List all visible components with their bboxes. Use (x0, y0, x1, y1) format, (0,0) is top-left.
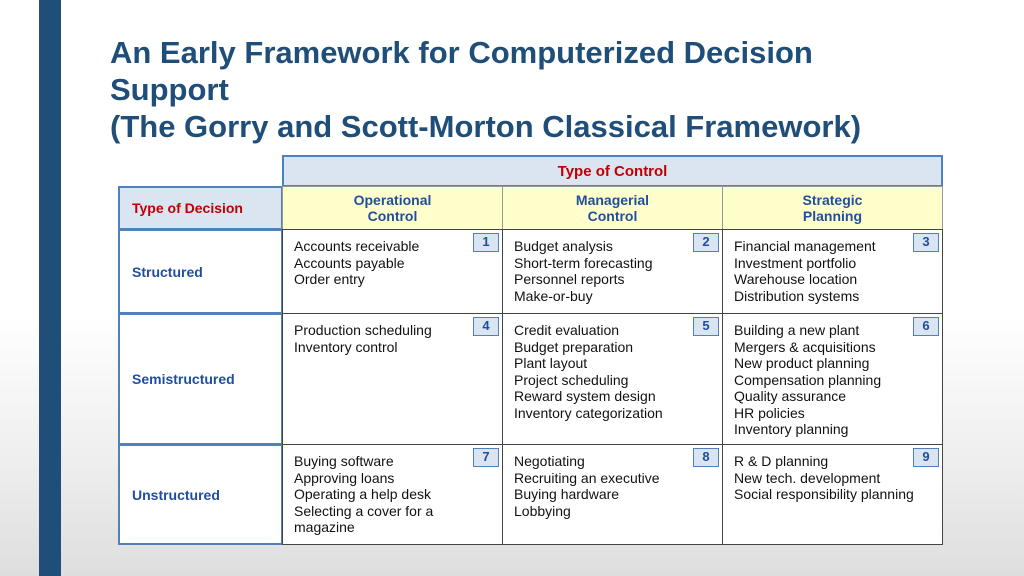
cell-item-list (734, 238, 932, 304)
accent-bar (39, 0, 61, 576)
cell-item: Building a new plant (734, 322, 860, 338)
cell-item: Compensation planning (734, 371, 882, 388)
cell-item: Inventory planning (734, 421, 849, 437)
cell-item: HR policies (734, 404, 805, 421)
cell-item: New tech. development (734, 469, 881, 486)
title-line-1: An Early Framework for Computerized Decision (110, 35, 813, 70)
column-header-operational-control (282, 186, 503, 230)
cell-item: Financial management (734, 238, 876, 254)
cell-item: Accounts receivable (294, 238, 420, 254)
cell-item: Recruiting an executive (514, 469, 660, 486)
cell-item: Operating a help desk (294, 486, 431, 502)
cell-item: Inventory control (294, 338, 398, 355)
cell-item: Negotiating (514, 453, 585, 469)
cell-item: Approving loans (294, 469, 395, 486)
slide-title (110, 34, 990, 145)
row-header-semistructured: Semistructured (118, 313, 283, 445)
cell-item: New product planning (734, 355, 870, 371)
cell-item: Order entry (294, 271, 365, 287)
title-line-3: (The Gorry and Scott-Morton Classical Framework) (110, 109, 862, 144)
title-line-2: Support (110, 72, 229, 107)
cell-item: Production scheduling (294, 322, 432, 338)
column-header-line: Control (587, 208, 638, 224)
cell-item: Lobbying (514, 502, 571, 519)
cell-number-badge: 3 (913, 233, 939, 252)
framework-cell-6 (722, 313, 943, 445)
row-header-structured: Structured (118, 229, 283, 314)
framework-cell-3 (722, 229, 943, 314)
cell-item: Quality assurance (734, 388, 847, 404)
framework-cell-5 (502, 313, 723, 445)
cell-item: Personnel reports (514, 271, 625, 287)
cell-item: Credit evaluation (514, 322, 620, 338)
cell-item: Accounts payable (294, 254, 405, 271)
cell-item: Inventory categorization (514, 404, 663, 421)
cell-item: Make-or-buy (514, 287, 593, 304)
cell-number-badge: 4 (473, 317, 499, 336)
type-of-decision-header: Type of Decision (118, 186, 283, 230)
row-header-unstructured: Unstructured (118, 444, 283, 545)
cell-item-list (514, 453, 712, 519)
cell-item: Investment portfolio (734, 254, 857, 271)
cell-item: R & D planning (734, 453, 829, 469)
cell-item: Budget preparation (514, 338, 634, 355)
cell-item: Mergers & acquisitions (734, 338, 876, 355)
column-header-strategic-planning (722, 186, 943, 230)
cell-item: Project scheduling (514, 371, 629, 388)
cell-item: Reward system design (514, 388, 656, 404)
cell-item: Plant layout (514, 355, 588, 371)
cell-number-badge: 7 (473, 448, 499, 467)
cell-item: Buying hardware (514, 486, 620, 502)
cell-number-badge: 5 (693, 317, 719, 336)
cell-number-badge: 6 (913, 317, 939, 336)
cell-item-list (734, 322, 932, 438)
column-header-line: Managerial (575, 192, 650, 208)
cell-item-list (734, 453, 932, 503)
cell-number-badge: 8 (693, 448, 719, 467)
cell-item-list (294, 238, 492, 288)
cell-item-list (514, 322, 712, 421)
cell-number-badge: 1 (473, 233, 499, 252)
column-header-line: Strategic (802, 192, 863, 208)
cell-number-badge: 9 (913, 448, 939, 467)
cell-item-list (294, 453, 492, 536)
framework-cell-4 (282, 313, 503, 445)
cell-item: Social responsibility planning (734, 486, 914, 502)
cell-item-list (294, 322, 492, 355)
cell-item: Selecting a cover for a magazine (294, 502, 434, 535)
column-header-managerial-control (502, 186, 723, 230)
cell-item: Short-term forecasting (514, 254, 653, 271)
cell-item: Distribution systems (734, 287, 860, 304)
decision-framework-table (118, 155, 944, 545)
cell-item: Buying software (294, 453, 394, 469)
type-of-control-header: Type of Control (282, 155, 943, 187)
framework-cell-9 (722, 444, 943, 545)
framework-cell-8 (502, 444, 723, 545)
framework-cell-1 (282, 229, 503, 314)
cell-item-list (514, 238, 712, 304)
cell-item: Budget analysis (514, 238, 613, 254)
column-header-line: Control (367, 208, 418, 224)
cell-number-badge: 2 (693, 233, 719, 252)
framework-cell-2 (502, 229, 723, 314)
cell-item: Warehouse location (734, 271, 858, 287)
column-header-line: Planning (802, 208, 863, 224)
framework-cell-7 (282, 444, 503, 545)
column-header-line: Operational (353, 192, 432, 208)
